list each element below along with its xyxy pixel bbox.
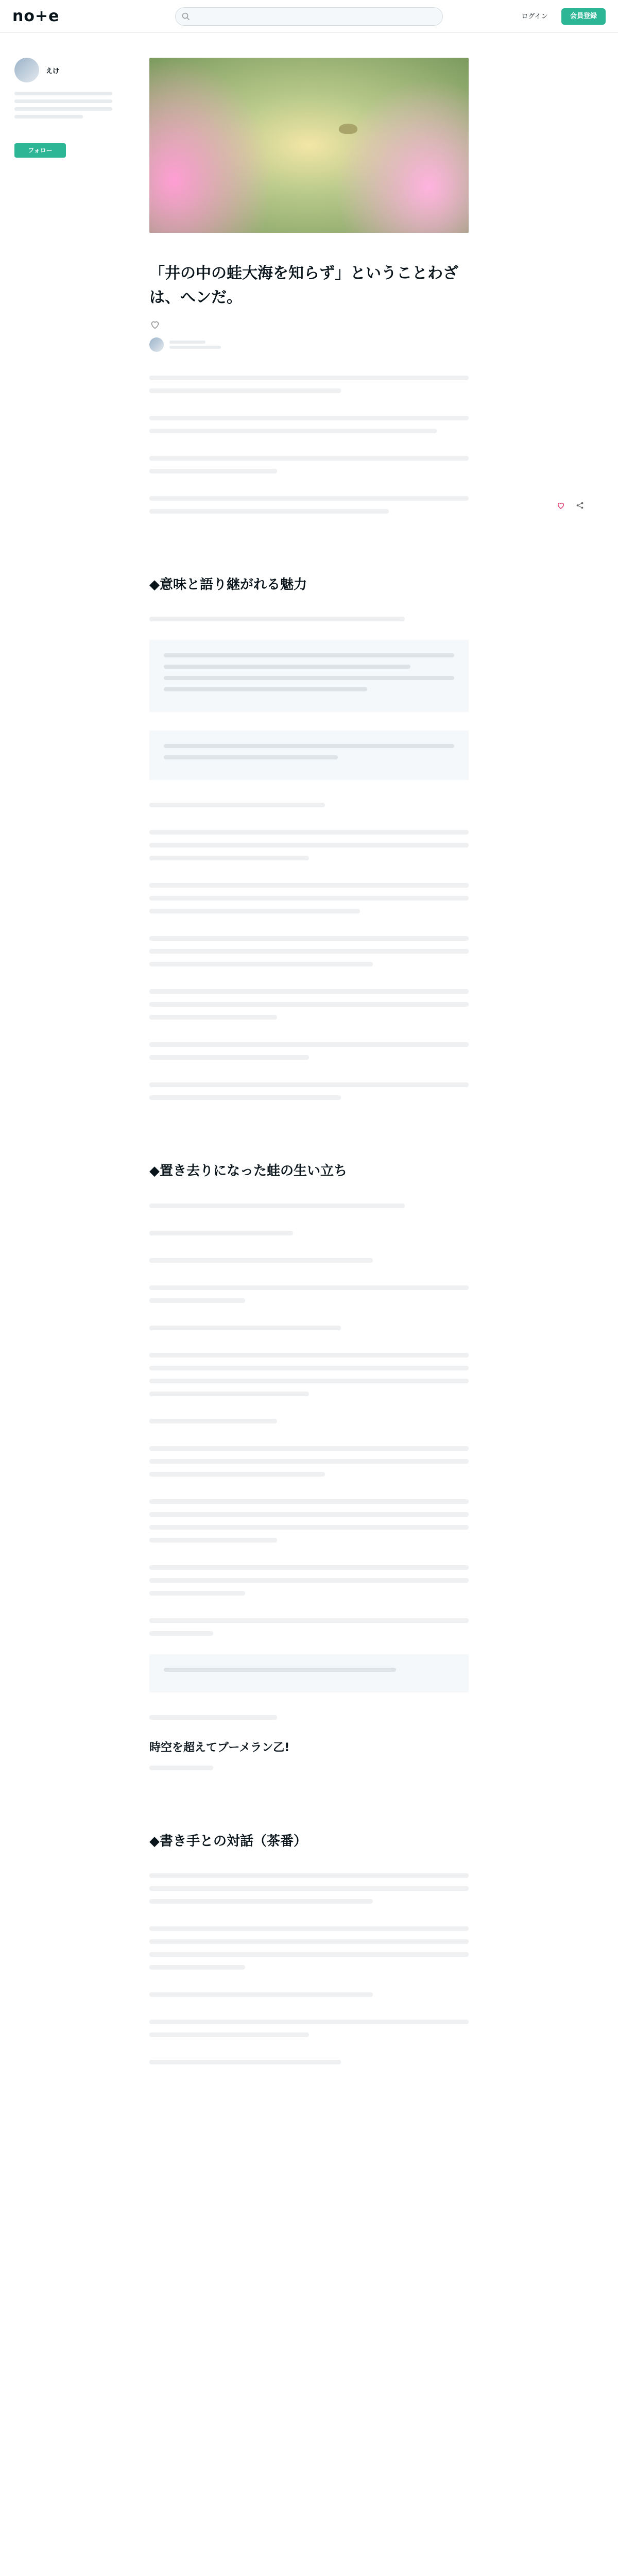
quote-block [149, 640, 469, 712]
follow-button[interactable]: フォロー [14, 143, 66, 158]
paragraph [149, 1082, 469, 1100]
paragraph [149, 1715, 469, 1720]
paragraph [149, 883, 469, 913]
avatar[interactable] [14, 58, 39, 82]
paragraph [149, 1873, 469, 1904]
paragraph [149, 1353, 469, 1396]
heart-icon[interactable] [556, 501, 565, 510]
paragraph [149, 936, 469, 967]
note-logo[interactable]: no+e [12, 7, 60, 25]
paragraph [149, 1618, 469, 1636]
search-input[interactable] [195, 8, 437, 25]
paragraph [149, 1446, 469, 1477]
paragraph [149, 1258, 469, 1263]
paragraph [149, 456, 469, 473]
article-title: 「井の中の蛙大海を知らず」ということわざは、へンだ。 [149, 264, 458, 307]
search-icon [182, 12, 190, 21]
share-icon[interactable] [575, 501, 585, 510]
paragraph [149, 2060, 469, 2064]
login-button[interactable]: ログイン [515, 8, 554, 25]
frog-figure [339, 124, 357, 134]
section-heading: 時空を超えてブーメラン乙! [149, 1741, 290, 1754]
signup-button[interactable]: 会員登録 [561, 8, 606, 25]
search-bar[interactable] [175, 7, 443, 26]
paragraph [149, 1766, 469, 1770]
paragraph [149, 1992, 469, 1997]
paragraph [149, 1499, 469, 1543]
post-meta [149, 337, 469, 353]
paragraph [149, 1042, 469, 1060]
paragraph [149, 830, 469, 860]
author-sidebar [14, 58, 112, 158]
hero-image [149, 58, 469, 233]
author-bio [14, 92, 112, 141]
quote-block [149, 1654, 469, 1692]
like-row [149, 319, 469, 330]
paragraph [149, 1285, 469, 1303]
site-header [0, 0, 618, 33]
paragraph [149, 2020, 469, 2037]
paragraph [149, 989, 469, 1020]
paragraph [149, 496, 469, 514]
heart-icon[interactable] [149, 319, 161, 330]
paragraph [149, 1231, 469, 1235]
paragraph [149, 1204, 469, 1208]
paragraph [149, 617, 469, 621]
paragraph [149, 1926, 469, 1970]
paragraph [149, 803, 469, 807]
article [149, 58, 469, 2073]
paragraph [149, 376, 469, 393]
section-heading: ◆置き去りになった蛙の生い立ち [149, 1163, 347, 1179]
paragraph [149, 1565, 469, 1596]
quote-block [149, 731, 469, 780]
author-name[interactable]: えけ [46, 67, 60, 75]
avatar[interactable] [149, 337, 164, 352]
section-heading: ◆書き手との対話（茶番） [149, 1833, 307, 1849]
paragraph [149, 1326, 469, 1330]
paragraph [149, 416, 469, 433]
floating-actions [556, 500, 597, 512]
paragraph [149, 1419, 469, 1423]
section-heading: ◆意味と語り継がれる魅力 [149, 577, 307, 592]
